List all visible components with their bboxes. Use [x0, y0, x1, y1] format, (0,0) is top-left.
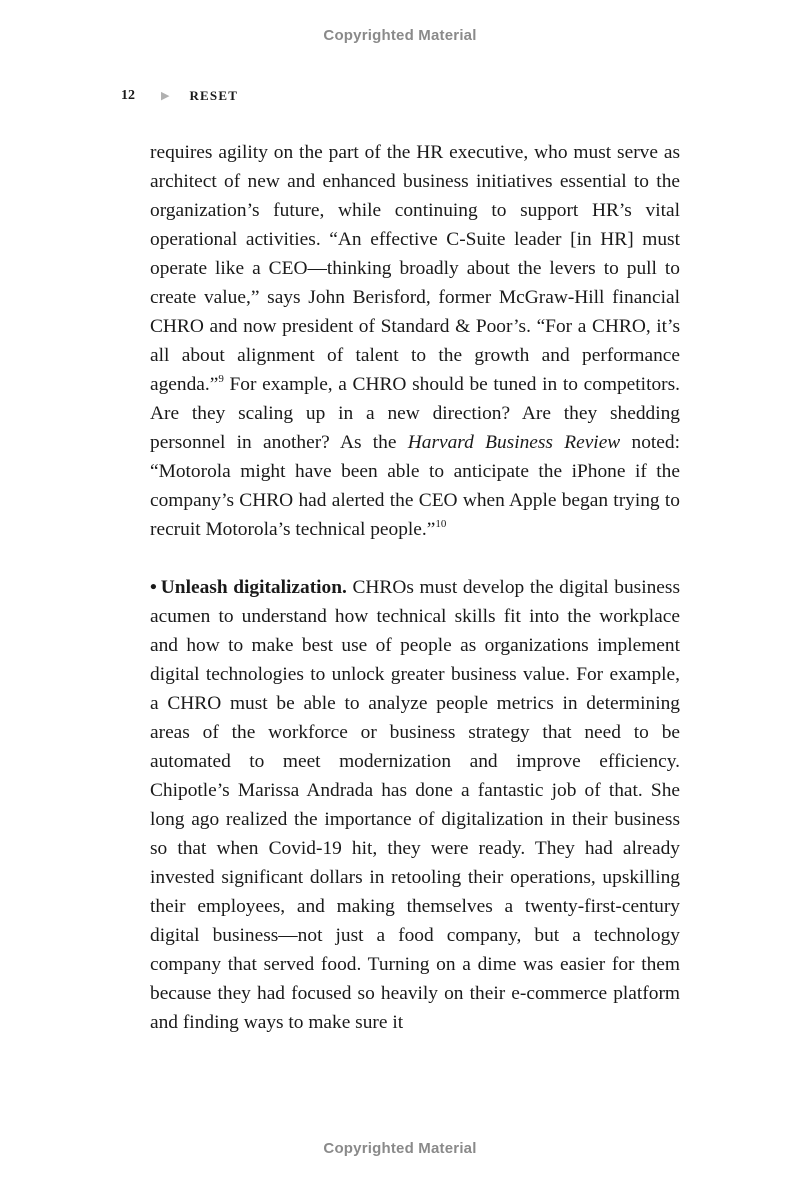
page-number: 12: [121, 88, 135, 103]
paragraph-1-part-1: requires agility on the part of the HR executive, who must serve as architect of new and enhanced business initiatives essential to the organization’s future, while continuing to support HR’s vital operational activities. “An effective C-Suite leader [in HR] must operate like a CEO—thinking broadly about the levers to pull to create value,” says John Berisford, former McGraw-Hill financial CHRO and now president of Standard & Poor’s. “For a CHRO, it’s all about alignment of talent to the growth and performance agenda.”: [150, 142, 680, 395]
bullet-icon: •: [150, 577, 157, 598]
running-head: [121, 88, 238, 104]
publication-title: Harvard Business Review: [407, 432, 621, 453]
paragraph-2: [150, 573, 680, 1037]
copyright-watermark-top: Copyrighted Material: [323, 27, 477, 44]
paragraph-1-text: [150, 138, 680, 544]
paragraph-1: [150, 138, 680, 544]
copyright-watermark-bottom: Copyrighted Material: [323, 1140, 477, 1157]
footnote-10: 10: [435, 517, 447, 530]
paragraph-1-part-2: For example, a CHRO should be tuned in to competitors. Are they scaling up in a new direction? Are they shedding personnel in another? As the: [150, 374, 680, 453]
paragraph-1-part-3: noted: “Motorola might have been able to anticipate the iPhone if the company’s CHRO had alerted the CEO when Apple began trying to recruit Motorola’s technical people.”: [150, 432, 680, 540]
footnote-9: 9: [218, 372, 224, 385]
arrow-icon: ▶: [161, 89, 170, 102]
paragraph-2-lead-in: Unleash digitalization.: [160, 577, 347, 598]
running-title: RESET: [189, 88, 239, 103]
paragraph-2-text: [150, 573, 680, 1037]
paragraph-2-body: CHROs must develop the digital business acumen to understand how technical skills fit into the workplace and how to make best use of people as organizations implement digital technologies to unlock greater business value. For example, a CHRO must be able to analyze people metrics in determining areas of the workforce or business strategy that need to be automated to meet modernization and improve efficiency. Chipotle’s Marissa Andrada has done a fantastic job of that. She long ago realized the importance of digitalization in their business so that when Covid-19 hit, they were ready. They had already invested significant dollars in retooling their operations, upskilling their employees, and making themselves a twenty-first-century digital business—not just a food company, but a technology company that served food. Turning on a dime was easier for them because they had focused so heavily on their e-commerce platform and finding ways to make sure it: [150, 577, 680, 1033]
